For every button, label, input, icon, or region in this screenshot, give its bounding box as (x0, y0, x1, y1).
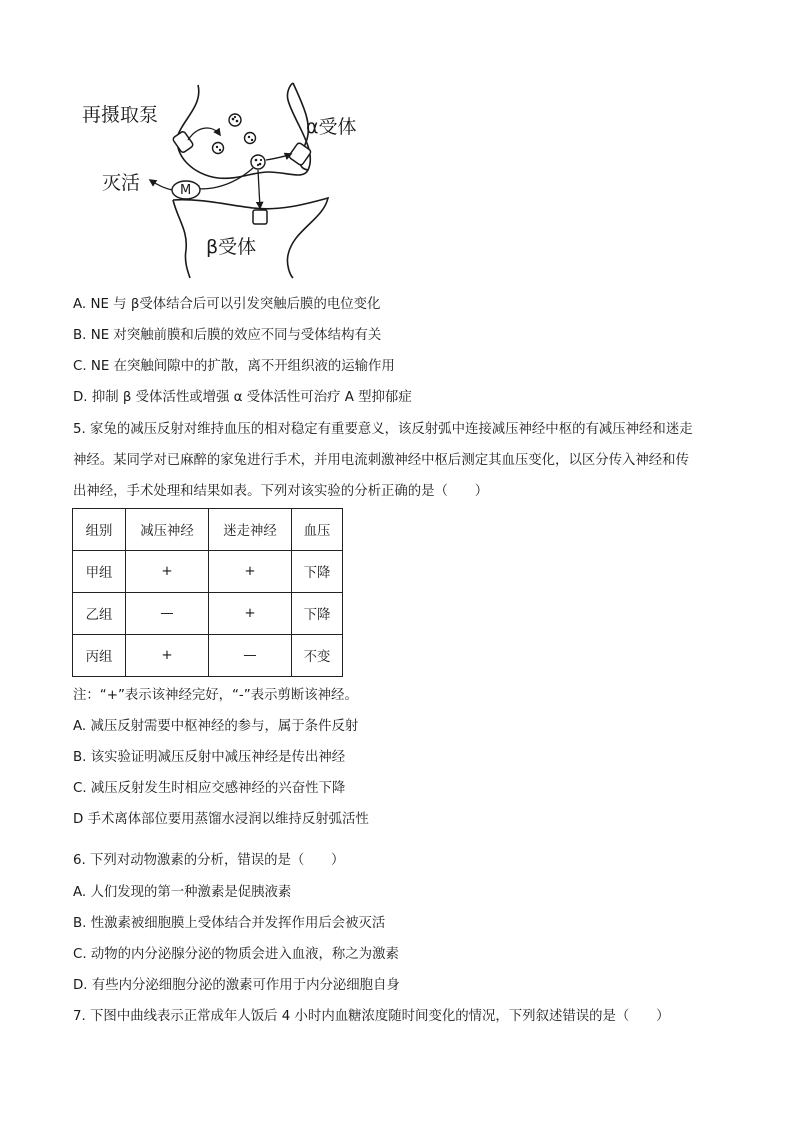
q6-stem: 6. 下列对动物激素的分析，错误的是（ ） (73, 853, 345, 868)
q4-option-a: A. NE 与 β受体结合后可以引发突触后膜的电位变化 (73, 297, 381, 312)
q5-stem-line-1: 5. 家兔的减压反射对维持血压的相对稳定有重要意义，该反射弧中连接减压神经中枢的有减压神经和迷走 (73, 422, 693, 437)
vesicle-releasing (251, 155, 265, 169)
q5-option-c: C. 减压反射发生时相应交感神经的兴奋性下降 (73, 781, 346, 796)
q6-option-b: B. 性激素被细胞膜上受体结合并发挥作用后会被灭活 (73, 916, 386, 931)
reuptake-pump-label: 再摄取泵 (82, 104, 159, 126)
table-header-cell: 减压神经 (126, 509, 209, 551)
table-row (73, 593, 343, 635)
table-cell: 甲组 (73, 551, 126, 593)
vesicle (213, 143, 224, 154)
q6-option-a: A. 人们发现的第一种激素是促胰液素 (73, 885, 292, 900)
table-cell: 丙组 (73, 635, 126, 677)
inactivation-label: 灭活 (102, 172, 141, 194)
table-cell: 下降 (292, 593, 343, 635)
q5-stem-line-2: 神经。某同学对已麻醉的家兔进行手术，并用电流刺激神经中枢后测定其血压变化，以区分传入神经和传 (73, 453, 689, 468)
q5-option-d: D 手术离体部位要用蒸馏水浸润以维持反射弧活性 (73, 812, 369, 827)
q5-option-a: A. 减压反射需要中枢神经的参与，属于条件反射 (73, 719, 359, 734)
table-row (73, 551, 343, 593)
table-cell: + (126, 635, 209, 677)
table-row (73, 635, 343, 677)
table-header-row (73, 509, 343, 551)
q4-option-c: C. NE 在突触间隙中的扩散，离不开组织液的运输作用 (73, 359, 395, 374)
table-cell: 下降 (292, 551, 343, 593)
q5-note: 注：“+”表示该神经完好，“-”表示剪断该神经。 (73, 688, 358, 703)
synapse-diagram (78, 80, 388, 280)
table-cell: — (209, 635, 292, 677)
alpha-receptor-label: α受体 (306, 116, 357, 138)
q6-option-c: C. 动物的内分泌腺分泌的物质会进入血液，称之为激素 (73, 947, 399, 962)
q5-stem-line-3: 出神经，手术处理和结果如表。下列对该实验的分析正确的是（ ） (73, 484, 489, 499)
table-header-cell: 血压 (292, 509, 343, 551)
table-cell: 不变 (292, 635, 343, 677)
q4-option-b: B. NE 对突触前膜和后膜的效应不同与受体结构有关 (73, 328, 382, 343)
table-header-cell: 组别 (73, 509, 126, 551)
beta-receptor-shape (253, 210, 267, 224)
q4-option-d: D. 抑制 β 受体活性或增强 α 受体活性可治疗 A 型抑郁症 (73, 390, 412, 405)
to-beta-arrow (258, 170, 260, 208)
table-cell: 乙组 (73, 593, 126, 635)
table-cell: + (126, 551, 209, 593)
experiment-table (72, 508, 343, 677)
q5-option-b: B. 该实验证明减压反射中减压神经是传出神经 (73, 750, 346, 765)
q7-stem: 7. 下图中曲线表示正常成年人饭后 4 小时内血糖浓度随时间变化的情况，下列叙述错误的是（ ） (73, 1009, 670, 1024)
to-alpha-arrow (266, 154, 291, 160)
enzyme-m-label: M (180, 183, 192, 198)
vesicle (229, 114, 241, 126)
vesicle (245, 133, 256, 144)
table-cell: + (209, 551, 292, 593)
reuptake-pump-shape (172, 131, 194, 154)
table-header-cell: 迷走神经 (209, 509, 292, 551)
q6-option-d: D. 有些内分泌细胞分泌的激素可作用于内分泌细胞自身 (73, 978, 400, 993)
table-cell: + (209, 593, 292, 635)
beta-receptor-label: β受体 (206, 236, 257, 258)
table-cell: — (126, 593, 209, 635)
reuptake-arrow (188, 128, 220, 140)
